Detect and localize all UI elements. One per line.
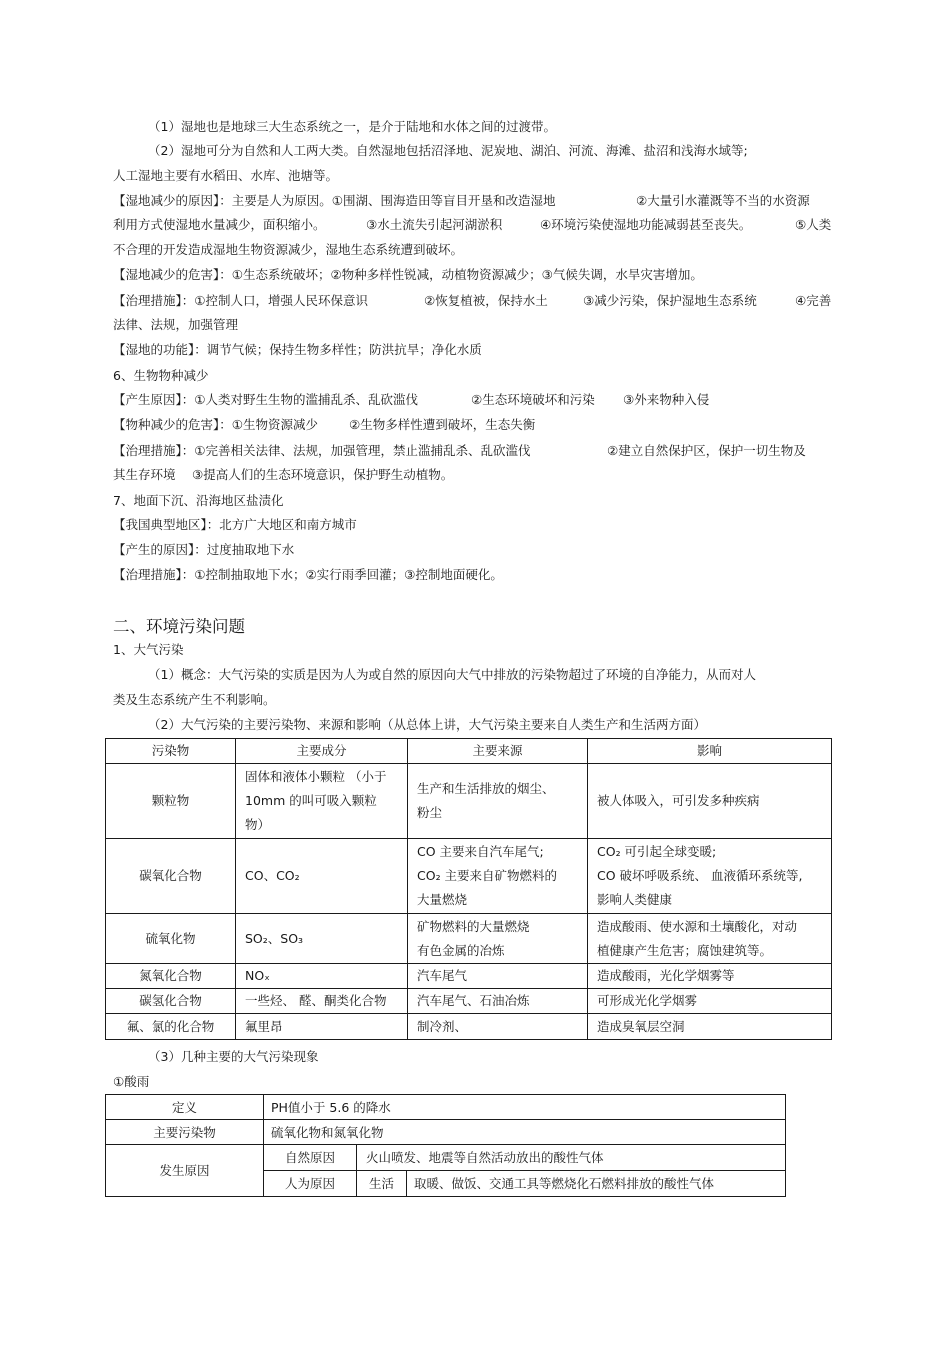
concept-line-2: 类及生态系统产生不利影响。: [113, 692, 276, 707]
species-measure-line-1b: ②建立自然保护区，保护一切生物及: [607, 443, 806, 458]
row-composition: 一些烃、 醛、酮类化合物: [236, 989, 408, 1014]
table-row: [106, 914, 832, 964]
species-measure-line-2b: ③提高人们的生态环境意识，保护野生动植物。: [192, 467, 454, 482]
cell-line: 影响人类健康: [597, 892, 673, 907]
wetland-para-2-cont: 人工湿地主要有水稻田、水库、池塘等。: [113, 168, 339, 183]
acid-rain-label: ①酸雨: [113, 1074, 150, 1089]
table-row: [106, 839, 832, 914]
header-effect: 影响: [588, 739, 832, 764]
cell-line: 被人体吸入，可引发多种疾病: [597, 793, 760, 808]
row-effect: [588, 764, 832, 839]
cell-line: 造成酸雨、使水源和土壤酸化，对动: [597, 918, 798, 934]
row-effect: 可形成光化学烟雾: [588, 989, 832, 1014]
row-source: [408, 914, 588, 964]
species-measure-line-1a: 【治理措施】：①完善相关法律、法规，加强管理，禁止滥捕乱杀、乱砍滥伐: [113, 443, 531, 458]
cell-line: SO₂、SO₃: [245, 930, 304, 946]
row-pollutant: 碳氧化合物: [106, 839, 236, 914]
row-source: 汽车尾气、石油冶炼: [408, 989, 588, 1014]
wetland-para-2: （2）湿地可分为自然和人工两大类。自然湿地包括沼泽地、泥炭地、湖泊、河流、海滩、盐沼和浅海水域等;: [148, 143, 748, 158]
row-composition: NOₓ: [236, 964, 408, 989]
row-pollutant: 氟、氯的化合物: [106, 1014, 236, 1040]
acid-cause-label: 发生原因: [106, 1145, 264, 1197]
wetland-measure-line-2: 法律、法规，加强管理: [113, 317, 239, 332]
cell-line: 物）: [245, 817, 271, 832]
row-pollutant: 碳氢化合物: [106, 989, 236, 1014]
row-source: [408, 764, 588, 839]
wetland-measure-line-1d: ④完善: [795, 293, 832, 308]
wetland-reason-line-2c: ④环境污染使湿地功能减弱甚至丧失。: [540, 217, 752, 232]
cell-line: CO₂ 可引起全球变暖;: [597, 844, 717, 859]
subsidence-measure: 【治理措施】：①控制抽取地下水；②实行雨季回灌；③控制地面硬化。: [113, 567, 503, 582]
section-title-pollution: 二、环境污染问题: [113, 617, 245, 636]
acid-life-value: 取暖、做饭、交通工具等燃烧化石燃料排放的酸性气体: [407, 1171, 786, 1197]
wetland-measure-line-1c: ③减少污染，保护湿地生态系统: [583, 293, 757, 308]
phenomena-heading: （3）几种主要的大气污染现象: [148, 1049, 319, 1064]
wetland-function: 【湿地的功能】：调节气候；保持生物多样性；防洪抗旱；净化水质: [113, 342, 482, 357]
concept-line-1: （1）概念：大气污染的实质是因为人为或自然的原因向大气中排放的污染物超过了环境的自净能力，从而对人: [148, 667, 756, 682]
table-row: [106, 989, 832, 1014]
cell-line: 固体和液体小颗粒 （小于: [245, 769, 387, 784]
row-composition: [236, 839, 408, 914]
row-effect: 造成酸雨，光化学烟雾等: [588, 964, 832, 989]
acid-row-definition: [106, 1095, 786, 1120]
table-row: [106, 964, 832, 989]
row-pollutant: 硫氧化物: [106, 914, 236, 964]
row-pollutant: 氮氧化合物: [106, 964, 236, 989]
table-row: [106, 1014, 832, 1040]
cell-line: CO₂ 主要来自矿物燃料的: [417, 868, 558, 883]
cell-line: CO 破坏呼吸系统、 血液循环系统等,: [597, 868, 803, 883]
cell-line: 大量燃烧: [417, 892, 468, 907]
row-composition: [236, 914, 408, 964]
heading-air-pollution: 1、大气污染: [113, 642, 184, 657]
cell-line: CO、CO₂: [245, 868, 300, 883]
cell-line: 矿物燃料的大量燃烧: [417, 918, 530, 934]
wetland-harm: 【湿地减少的危害】：①生态系统破坏；②物种多样性锐减，动植物资源减少；③气候失调，水旱灾害增加。: [113, 267, 703, 282]
table-row: [106, 764, 832, 839]
table-caption: （2）大气污染的主要污染物、来源和影响（从总体上讲，大气污染主要来自人类生产和生活两方面）: [148, 717, 706, 732]
table-header-row: [106, 739, 832, 764]
row-pollutant: 颗粒物: [106, 764, 236, 839]
cell-line: 生产和生活排放的烟尘、: [417, 781, 555, 796]
acid-rain-table: [105, 1094, 786, 1197]
cell-line: 有色金属的冶炼: [417, 942, 505, 958]
row-effect: [588, 914, 832, 964]
acid-def-label: 定义: [106, 1095, 264, 1120]
acid-def-value: PH值小于 5.6 的降水: [264, 1095, 786, 1120]
row-effect: [588, 839, 832, 914]
row-source: 汽车尾气: [408, 964, 588, 989]
row-composition: [236, 764, 408, 839]
wetland-para-1: （1）湿地也是地球三大生态系统之一，是介于陆地和水体之间的过渡带。: [148, 119, 556, 134]
acid-human-label: 人为原因: [264, 1171, 357, 1197]
acid-natural-label: 自然原因: [264, 1145, 357, 1171]
acid-pollutant-label: 主要污染物: [106, 1120, 264, 1145]
subsidence-region: 【我国典型地区】：北方广大地区和南方城市: [113, 517, 357, 532]
row-source: 制冷剂、: [408, 1014, 588, 1040]
acid-row-natural: [106, 1145, 786, 1171]
row-composition: 氟里昂: [236, 1014, 408, 1040]
wetland-measure-line-1b: ②恢复植被，保持水土: [424, 293, 548, 308]
wetland-reason-line-3: 不合理的开发造成湿地生物资源减少，湿地生态系统遭到破坏。: [113, 242, 464, 257]
wetland-measure-line-1a: 【治理措施】：①控制人口，增强人民环保意识: [113, 293, 368, 308]
wetland-reason-line-1b: ②大量引水灌溉等不当的水资源: [636, 193, 810, 208]
wetland-reason-line-2a: 利用方式使湿地水量减少，面积缩小。: [113, 217, 326, 232]
wetland-reason-line-2d: ⑤人类: [795, 217, 832, 232]
acid-life-label: 生活: [357, 1171, 407, 1197]
row-effect: 造成臭氧层空洞: [588, 1014, 832, 1040]
species-harm-a: 【物种减少的危害】：①生物资源减少: [113, 417, 318, 432]
row-source: [408, 839, 588, 914]
header-composition: 主要成分: [236, 739, 408, 764]
heading-subsidence: 7、地面下沉、沿海地区盐渍化: [113, 493, 284, 508]
cell-line: 10mm 的叫可吸入颗粒: [245, 793, 377, 808]
species-reason-a: 【产生原因】：①人类对野生生物的滥捕乱杀、乱砍滥伐: [113, 392, 418, 407]
acid-pollutant-value: 硫氧化物和氮氧化物: [264, 1120, 786, 1145]
header-source: 主要来源: [408, 739, 588, 764]
acid-natural-value: 火山喷发、地震等自然活动放出的酸性气体: [357, 1145, 786, 1171]
wetland-reason-line-1a: 【湿地减少的原因】：主要是人为原因。①围湖、围海造田等盲目开垦和改造湿地: [113, 193, 556, 208]
wetland-reason-line-2b: ③水土流失引起河湖淤积: [366, 217, 503, 232]
header-pollutant: 污染物: [106, 739, 236, 764]
heading-species-decline: 6、生物物种减少: [113, 368, 209, 383]
species-reason-c: ③外来物种入侵: [623, 392, 710, 407]
species-measure-line-2a: 其生存环境: [113, 467, 176, 482]
cell-line: 粉尘: [417, 805, 443, 820]
subsidence-reason: 【产生的原因】：过度抽取地下水: [113, 542, 295, 557]
species-harm-b: ②生物多样性遭到破坏，生态失衡: [349, 417, 536, 432]
cell-line: 植健康产生危害；腐蚀建筑等。: [597, 942, 773, 958]
species-reason-b: ②生态环境破坏和污染: [471, 392, 595, 407]
pollutant-table: [105, 738, 832, 1040]
cell-line: CO 主要来自汽车尾气;: [417, 844, 544, 859]
acid-row-pollutants: [106, 1120, 786, 1145]
